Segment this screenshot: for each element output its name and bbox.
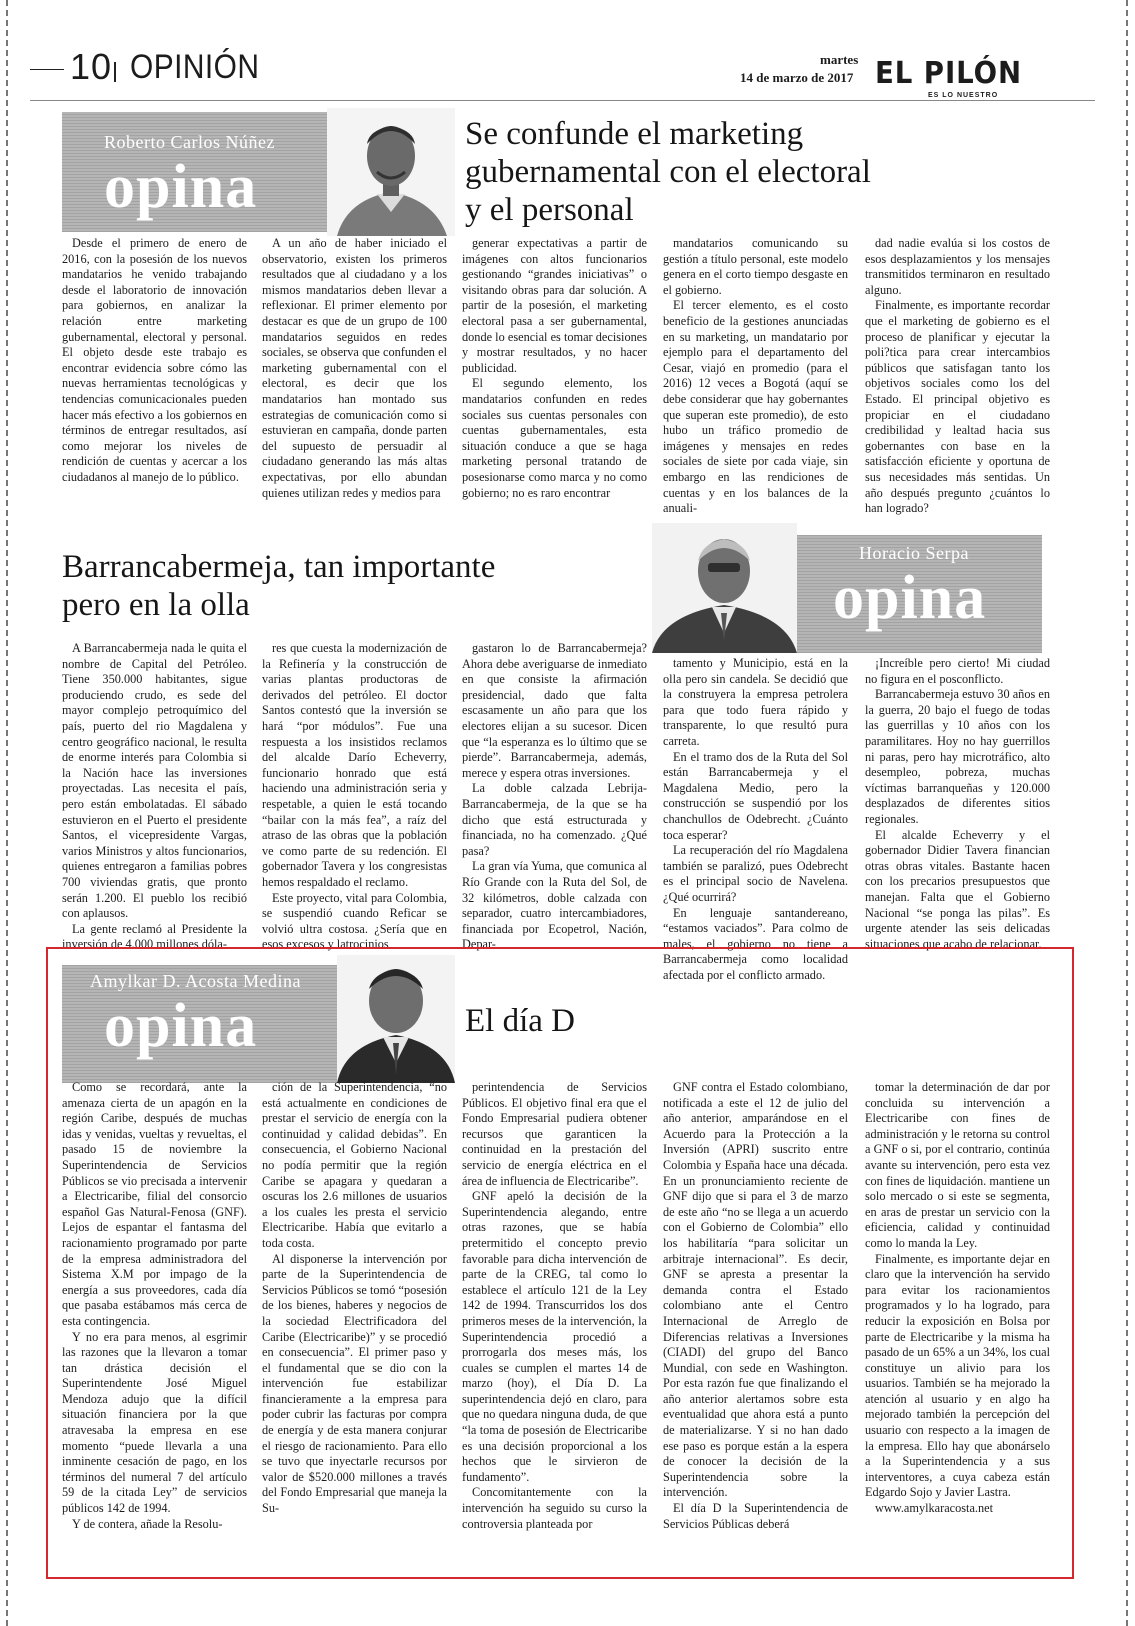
paragraph: www.amylkaracosta.net (875, 1501, 994, 1516)
paragraph: mandatarios comunicando su gestión a título personal, este modelo genera en el corto tiempo desgaste en el gobierno. (663, 236, 848, 297)
paragraph: GNF contra el Estado colombiano, notificada a este el 12 de julio del año anterior, amparándose en el Acuerdo para la Protección a la Inversión (APRI) suscrito entre Colombia y España hace una década. En un pronunciamiento reciente de GNF dijo que si para el 3 de marzo de este año “no se llega a un acuerdo con el Gobierno de Colombia” ello los habilitaría “para solicitar un arbitraje internacional”. Es decir, GNF se apresta a presentar la demanda contra el Estado colombiano ante el Centro Internacional de Arreglo de Diferencias relativas a Inversiones (CIADI) del grupo del Banco Mundial, con sede en Washington. Por esta razón fue que finalizando el año anterior alertamos sobre esta eventualidad que ahora está a punto de materializarse. Y si no han dado ese paso es porque están a la espera de conocer la decisión de la Superintendencia sobre la intervención. (663, 1080, 848, 1500)
author-photo-serpa (652, 523, 797, 653)
author-banner-nunez (62, 112, 327, 232)
paragraph: Y no era para menos, al esgrimir las razones que la llevaron a tomar tan drástica decisión el Superintendente José Miguel Mendoza adujo que la difícil situación financiera por la que atravesaba la empresa en ese momento “puede llevarla a una inminente cesación de pago, en los términos del numeral 7 del artículo 59 de la citada Ley” de servicios públicos 142 de 1994. (62, 1329, 247, 1516)
headline-line: Se confunde el marketing (465, 116, 804, 152)
headline-dia-d (465, 1002, 575, 1040)
headline-line: El día D (465, 1003, 575, 1039)
headline-line: Barrancabermeja, tan importante (62, 549, 496, 585)
masthead-rule-left (30, 69, 64, 70)
author-photo-acosta (337, 955, 455, 1083)
paragraph: tamento y Municipio, está en la olla pero sin candela. Se decidió que la construyera la empresa petrolera para que todo fuera rápido y transparente, lo que resultó pura carreta. (663, 656, 848, 748)
paragraph: El día D la Superintendencia de Servicios Públicas deberá (663, 1501, 848, 1531)
paragraph: Concomitantemente con la intervención ha seguido su curso la controversia planteada por (462, 1485, 647, 1531)
opina-label: opina (833, 564, 987, 632)
article-column (663, 656, 848, 982)
paragraph: Y de contera, añade la Resolu- (72, 1516, 223, 1531)
paragraph: Al disponerse la intervención por parte de la Superintendencia de Servicios Públicos se tomó “posesión de los bienes, haberes y negocios de la sociedad Electrificadora del Caribe (Electricaribe)” y se procedió en consecuencia”. El primer paso y el fundamental que se dio con la intervención fue estabilizar financieramente a la empresa para poder cubrir las facturas por compra de energía y de esta manera conjurar el riesgo de racionamiento. Para ello se tuvo que inyectarle recursos por valor de $520.000 millones a través del Fondo Empresarial que maneja la Su- (262, 1251, 447, 1516)
headline-line: pero en la olla (62, 587, 250, 623)
author-name: Horacio Serpa (859, 543, 969, 563)
paragraph: tomar la determinación de dar por concluida su intervención a Electricaribe con fines de administración y le retorna su control a GNF o si, por el contrario, continúa avante su intervención, pero esta vez con fines de liquidación. mantiene un solo mercado o si este se segmenta, en aras de prestar un servicio con la eficiencia, calidad y continuidad como lo manda la Ley. (865, 1080, 1050, 1250)
article-column (865, 656, 1050, 951)
section-title: OPINIÓN (130, 48, 260, 86)
right-perforation (1126, 0, 1128, 1626)
article-column (62, 641, 247, 952)
author-photo-nunez (327, 108, 455, 236)
opina-label: opina (104, 992, 258, 1060)
masthead-date: 14 de marzo de 2017 (740, 70, 854, 85)
article-column (262, 236, 447, 512)
article-column (462, 236, 647, 512)
paragraph: Finalmente, es importante dejar en claro que la intervención ha servido para evitar los racionamientos programados y lo ha logrado, para reducir la exposición en Bolsa por parte de Electricaribe y la misma ha pasado de un 65% a un 34%, los cual constituye un alivio para los usuarios. También se ha mejorado la atención al usuario y en algo ha mejorado también la percepción del usuario con respecto a la imagen de la empresa. Ello hay que abonárselo a la Superintendencia y a sus interventores, a cuya cabeza están Edgardo Sojo y Javier Lastra. (865, 1251, 1050, 1500)
masthead-day: martes (820, 52, 859, 67)
paragraph: El segundo elemento, los mandatarios confunden en redes sociales sus cuentas personales con cuentas gubernamentales, esta situación conduce a que se haga marketing personal tratando de posesionarse como marca y no como gobierno; no es raro encontrar (462, 376, 647, 500)
paragraph: Como se recordará, ante la amenaza cierta de un apagón en la región Caribe, después de muchas idas y venidas, vueltas y revueltas, el pasado 15 de noviembre la Superintendencia de Servicios Públicos se vio precisada a intervenir a Electricaribe, filial del consorcio español Gas Natural-Fenosa (GNF). Lejos de espantar el fantasma del racionamiento programado por parte de la empresa administradora del Sistema X.M por impago de la energía a sus proveedores, cada día que pasaba estábamos más cerca de esta contingencia. (62, 1080, 247, 1328)
paragraph: Este proyecto, vital para Colombia, se suspendió cuando Reficar se volvió ultra costosa. ¿Sería que en esos excesos y latrocinios (262, 890, 447, 952)
article-column (865, 1080, 1050, 1570)
paragraph: A un año de haber iniciado el observatorio, existen los primeros resultados que al ciudadano y a los mismos mandatarios deben llevar a reflexionar. El primer elemento por destacar es que de un grupo de 100 mandatarios seguidos en redes sociales, se observa que confunden el marketing gubernamental con el electoral, es decir que los mandatarios han montado sus estrategias de comunicación como si estuvieran en campaña, donde parten del supuesto de persuadir al ciudadano generando las más altas expectativas, por ello abundan quienes utilizan redes y medios para (262, 236, 447, 500)
newspaper-logo: EL PILÓN (875, 56, 1023, 91)
author-name: Amylkar D. Acosta Medina (90, 971, 301, 991)
paragraph: La doble calzada Lebrija-Barrancabermeja, de la que se ha dicho que está estructurada y financiada, no ha comenzado. ¿Qué pasa? (462, 781, 647, 858)
article-column (262, 641, 447, 952)
paragraph: ¡Increíble pero cierto! Mi ciudad no figura en el posconflicto. (865, 656, 1050, 686)
paragraph: Finalmente, es importante recordar que el marketing de gobierno es el proceso de planificar y ejecutar la poli?tica para crear intercambios públicos que satisfagan tanto los objetivos sociales como los del Estado. El principal objetivo es propiciar en el ciudadano credibilidad y lealtad hacia sus gobernantes con base en la satisfacción eficiente y oportuna de sus necesidades más sentidas. Un año después pregunto ¿cuántos lo han logrado? (865, 298, 1050, 516)
paragraph: dad nadie evalúa si los costos de esos desplazamientos y los mensajes transmitidos terminaron en resultado alguno. (865, 236, 1050, 297)
page-number-separator (114, 62, 116, 82)
article-column (865, 236, 1050, 516)
left-perforation (6, 0, 8, 1626)
article-column (462, 641, 647, 952)
headline-barrancabermeja (62, 548, 495, 624)
author-banner-acosta (62, 965, 337, 1083)
paragraph: A Barrancabermeja nada le quita el nombre de Capital del Petróleo. Tiene 350.000 habitantes, sigue produciendo crudo, es sede del mayor complejo petroquímico del país, puerto del rio Magdalena y centro geográfico nacional, le resulta de enorme interés para Colombia si la Nación hace las inversiones proyectadas. Las necesita el país, pero están embolatadas. El sábado estuvieron en el Puerto el presidente Santos, el vicepresidente Vargas, varios Ministros y altos funcionarios, quienes entregaron a familias pobres 700 viviendas gratis, que pronto serán 1.200. El pueblo los recibió con aplausos. (62, 641, 247, 921)
author-banner-serpa (797, 535, 1042, 653)
article-column (62, 236, 247, 512)
paragraph: La recuperación del río Magdalena también se paralizó, pues Odebrecht es el principal socio de Navelena. ¿Qué ocurrirá? (663, 843, 848, 904)
paragraph: El tercer elemento, es el costo beneficio de la gestiones anunciadas en su marketing, un mandatario por ejemplo para el departamento del Cesar, viajó en promedio (para el 2016) 12 veces a Bogotá (aquí se debe considerar que hay gobernantes que superan este promedio), de esto hubo un tráfico promedio de imágenes y mensajes en redes sociales de siete por cada viaje, sin embargo en las rendiciones de cuentas y en los balances de la anuali- (663, 298, 848, 516)
paragraph: res que cuesta la modernización de la Refinería y la construcción de varias plantas productoras de derivados del petróleo. El doctor Santos contestó que la inversión se hará “por módulos”. Fue una respuesta a los insistidos reclamos del alcalde Darío Echeverry, funcionario honrado que está haciendo una administración seria y respetable, a quien le está tocando “bailar con la más fea”, a raíz del atraso de las obras que la población ve como parte de su redención. El gobernador Tavera y los congresistas hemos respaldado el reclamo. (262, 641, 447, 889)
paragraph: ción de la Superintendencia, “no está actualmente en condiciones de prestar el servicio de energía con la continuidad y calidad debidas”. En consecuencia, el Gobierno Nacional no podía permitir que la región Caribe se apagara y quedaran a oscuras los 2.6 millones de usuarios a los cuales les presta el servicio Electricaribe. Había que evitarlo a toda costa. (262, 1080, 447, 1250)
paragraph: Barrancabermeja estuvo 30 años en la guerra, 20 bajo el fuego de todas las guerrillas y 10 años con los paramilitares. Hoy no hay guerrillos ni paras, pero hay microtráfico, alto desempleo, pobreza, muchas víctimas barranqueñas y 120.000 desplazados de diferentes sitios regionales. (865, 687, 1050, 826)
opina-label: opina (104, 153, 258, 221)
headline-marketing (465, 115, 871, 229)
masthead-rule (30, 100, 1095, 101)
article-column (262, 1080, 447, 1570)
paragraph: La gran vía Yuma, que comunica al Río Grande con la Ruta del Sol, de 32 kilómetros, doble calzada con separador, cuatro intercambiadores, financiada por Ecopetrol, Nación, Depar- (462, 859, 647, 952)
paragraph: En lenguaje santandereano, “estamos vaciados”. Para colmo de males, el gobierno no tiene a Barrancabermeja como localidad afectada por el conflicto armado. (663, 905, 848, 982)
paragraph: El alcalde Echeverry y el gobernador Didier Tavera financian otras obras vitales. Bastante hacen con los precarios presupuestos que manejan. Falta que el Gobierno Nacional “se ponga las pilas”. Es urgente atender las seis delicadas situaciones que acabo de relacionar. (865, 827, 1050, 951)
article-column (663, 1080, 848, 1570)
article-column (62, 1080, 247, 1570)
paragraph: En el tramo dos de la Ruta del Sol están Barrancabermeja y el Magdalena Medio, pero la construcción se suspendió por los chanchullos de Odebrecht. ¿Cuánto toca esperar? (663, 749, 848, 842)
paragraph: GNF apeló la decisión de la Superintendencia alegando, entre otras razones, que se había pretermitido el concepto previo favorable para dicha intervención de parte de la CREG, tal como lo establece el artículo 121 de la Ley 142 de 1994. Transcurridos los dos primeros meses de la intervención, la Superintendencia procedió a prorrogarla dos meses más, los cuales se cumplen el martes 14 de marzo (hoy), el Día D. La superintendencia dejó en claro, para que no quedara ninguna duda, de que “la toma de posesión de Electricaribe es una decisión proporcional a los hechos que le sirvieron de fundamento”. (462, 1189, 647, 1484)
page-number: 10 (70, 46, 113, 87)
paragraph: gastaron lo de Barrancabermeja? Ahora debe averiguarse de inmediato en que consiste la afirmación presidencial, dado que falta escasamente un año para que los electores elijan a su sucesor. Dicen que “la esperanza es lo último que se pierde”. Barrancabermeja, además, merece y espera otras inversiones. (462, 641, 647, 780)
article-column (462, 1080, 647, 1570)
paragraph: Desde el primero de enero de 2016, con la posesión de los nuevos mandatarios he venido trabajando desde el laboratorio de innovación para gobiernos, en analizar la relación entre marketing gubernamental, electoral y personal. El objeto desde este trabajo es encontrar evidencia sobre cómo las nuevas herramientas tecnológicas y tendencias comunicacionales pueden hacer más efectivo a los gobiernos en términos de entregar resultados, así como mejorar los niveles de rendición de cuentas y acercar a los ciudadanos al manejo de lo público. (62, 236, 247, 484)
headline-line: y el personal (465, 192, 634, 228)
newspaper-slogan: ES LO NUESTRO (928, 92, 999, 99)
paragraph: generar expectativas a partir de imágenes con altos funcionarios gestionando “grandes iniciativas” o visitando obras para dar solución. A partir de la posesión, el marketing electoral pasa a ser gubernamental, donde lo esencial es tomar decisiones y mostrar resultados, y no hacer publicidad. (462, 236, 647, 375)
paragraph: perintendencia de Servicios Públicos. El objetivo final era que el Fondo Empresarial pudiera obtener recursos que garanticen la continuidad en la prestación del servicio de energía eléctrica en el área de influencia de Electricaribe”. (462, 1080, 647, 1188)
paragraph: La gente reclamó al Presidente la inversión de 4.000 millones dóla- (62, 921, 247, 952)
headline-line: gubernamental con el electoral (465, 154, 871, 190)
author-name: Roberto Carlos Núñez (104, 132, 275, 152)
article-column (663, 236, 848, 516)
